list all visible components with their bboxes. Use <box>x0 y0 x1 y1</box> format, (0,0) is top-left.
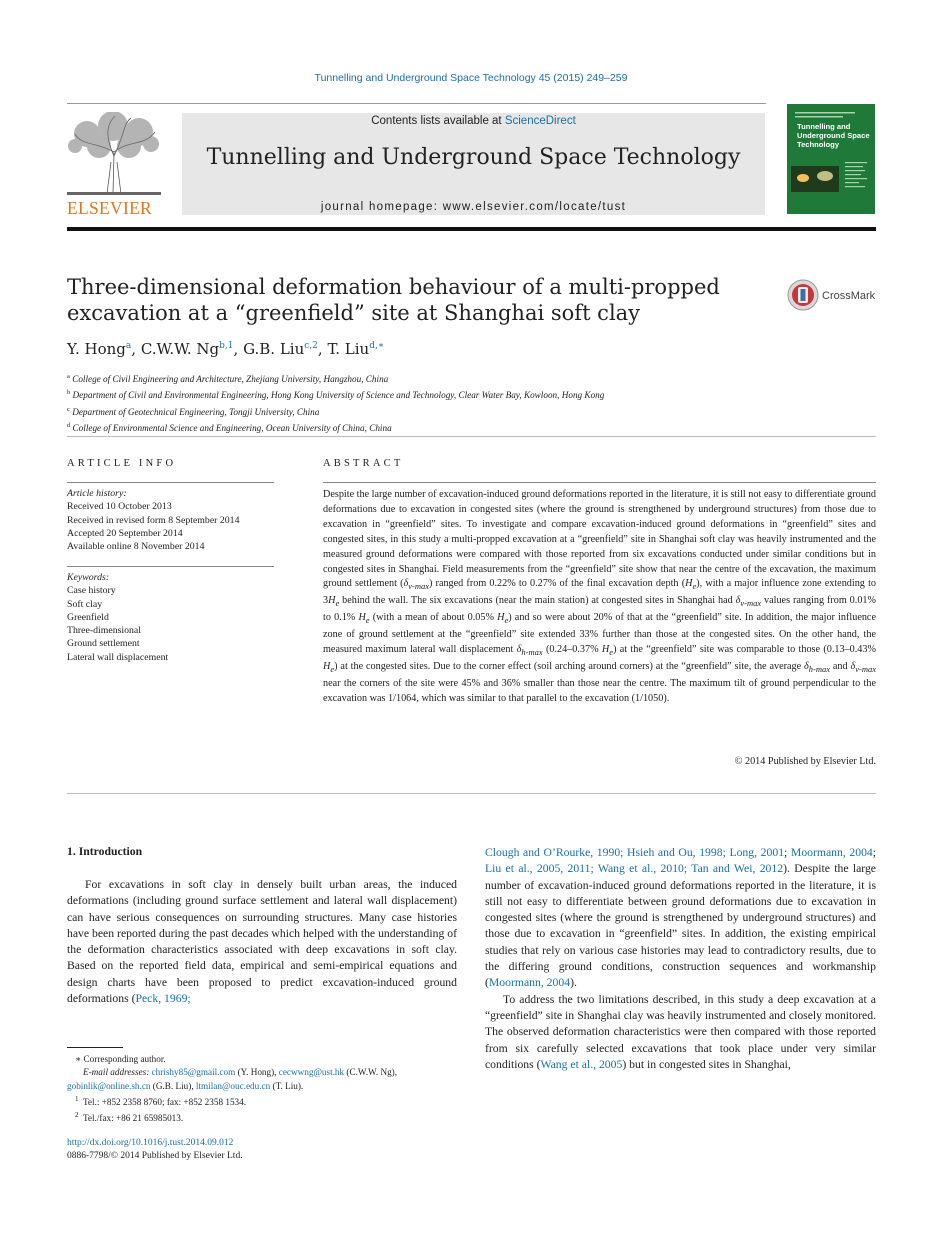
info-rule <box>67 482 274 483</box>
sciencedirect-link[interactable]: ScienceDirect <box>504 115 576 127</box>
abstract-divider <box>67 793 876 794</box>
author-1-sup[interactable]: a <box>125 341 132 351</box>
title-line-2: excavation at a “greenfield” site at Shanghai soft clay <box>67 301 641 325</box>
author-3-sup[interactable]: c,2 <box>304 341 318 351</box>
email-link[interactable]: cecwwng@ust.hk <box>278 1067 345 1078</box>
journal-title: Tunnelling and Underground Space Technology <box>206 145 741 170</box>
title-line-1: Three-dimensional deformation behaviour of a multi-propped <box>67 275 720 299</box>
keyword: Ground settlement <box>67 638 140 650</box>
ref-moormann-2004[interactable]: Moormann, 2004 <box>488 976 571 990</box>
doi-link[interactable]: http://dx.doi.org/10.1016/j.tust.2014.09.012 <box>67 1138 234 1148</box>
affiliation-d: $^d$ College of Environmental Science and Engineering, Ocean University of China, China <box>67 422 392 434</box>
header-thick-rule <box>67 227 876 231</box>
intro-left-column <box>67 877 457 1007</box>
ref-liu-wang-tan[interactable]: Liu et al., 2005, 2011; Wang et al., 2010; Tan and Wei, 2012 <box>485 862 784 876</box>
affiliation-c: $^c$ Department of Geotechnical Engineering, Tongji University, China <box>67 405 320 417</box>
intro-paragraph-1-cont: Clough and O’Rourke, 1990; Hsieh and Ou, 1998; Long, 2001; Moormann, 2004; Liu et al., 2005, 2011; Wang et al., 2010; Tan and Wei, 2012). Despite the large number of excavation-induced ground deformations reported in the literature, it is still not easy to differentiate between ground deformations due to excavation in congested sites (where the ground is strengthened by underground structures) and those due to excavation in “greenfield” sites. In addition, the existing empirical studies that rely on various case histories may lead to contradictory results, due to the differing ground conditions, construction sequences and workmanship (Moormann, 2004). <box>485 846 877 990</box>
article-title <box>67 274 767 326</box>
author-list: Y. Hong$^a$, C.W.W. Ng$^{b,1}$, G.B. Liu$^{c,2}$, T. Liu$^{d,∗}$ <box>67 340 384 358</box>
keyword: Lateral wall displacement <box>67 651 169 663</box>
author-3: G.B. Liu <box>243 340 305 358</box>
affiliation-b: $^b$ Department of Civil and Environmental Engineering, Hong Kong University of Science and Technology, Clear Water Bay, Kowloon, Hong Kong <box>67 389 605 401</box>
article-history <box>67 487 274 553</box>
doi-block <box>67 1137 243 1164</box>
history-label: Article history: <box>67 488 127 499</box>
elsevier-wordmark[interactable]: ELSEVIER <box>67 198 153 218</box>
author-2-sup[interactable]: b,1 <box>219 341 234 351</box>
footnotes <box>67 1053 457 1126</box>
abstract-heading: ABSTRACT <box>323 458 404 469</box>
ref-clough[interactable]: Clough and O’Rourke, 1990; Hsieh and Ou, 1998; Long, 2001 <box>485 846 785 859</box>
crossmark-icon <box>787 279 819 313</box>
history-accepted: Accepted 20 September 2014 <box>67 527 183 539</box>
email-link[interactable]: gobinlik@online.sh.cn <box>67 1080 151 1091</box>
history-online: Available online 8 November 2014 <box>67 541 205 553</box>
keywords <box>67 571 274 664</box>
keyword: Greenfield <box>67 611 109 623</box>
footnote-rule <box>67 1047 123 1048</box>
ref-peck[interactable]: Peck, 1969; <box>135 992 191 1006</box>
author-2: C.W.W. Ng <box>140 340 220 358</box>
intro-paragraph-1: For excavations in soft clay in densely built urban areas, the induced deformations (including ground surface settlement and lateral wall displacement) can have serious consequences on surrounding structures. Many case histories have been reported during the past decades which helped with the understanding of the deformation characteristics associated with deep excavations in soft clay. Based on the reported field data, empirical and semi-empirical equations and design charts have been proposed to predict excavation-induced ground deformations (Peck, 1969; <box>67 878 457 1006</box>
email-addresses: E-mail addresses: chrishy85@gmail.com (Y. Hong), cecwwng@ust.hk (C.W.W. Ng), gobinlik@online.sh.cn (G.B. Liu), ltmilan@ouc.edu.cn (T. Liu). <box>67 1067 398 1091</box>
intro-heading: 1. Introduction <box>67 845 143 858</box>
history-revised: Received in revised form 8 September 2014 <box>67 514 240 526</box>
author-1: Y. Hong <box>67 340 126 358</box>
abstract-text: Despite the large number of excavation-induced ground deformations reported in the literature, it is still not easy to differentiate ground deformations due to excavation in congested sites (where the ground is strengthened by underground structures) from those due to excavation in “greenfield” sites. To investigate and compare excavation-induced ground deformations in “greenfield” sites and congested sites, in this study a multi-propped excavation at a “greenfield” site in Shanghai soft clay was heavily instrumented and the measured ground deformations were compared with those reported from six excavations conducted under similar conditions but in congested sites in Shanghai. Field measurements from the “greenfield” site show that near the centre of the excavation, the maximum ground settlement $(\delta_{v-max})$ ranged from 0.22% to 0.27% of the final excavation depth $(H_e)$, with a major influence zone extending to $3H_e$ behind the wall. The six excavations (near the main station) at congested sites in Shanghai had $\delta_{v-max}$ values ranging from 0.01% to 0.1% $H_e$ (with a mean of about 0.05% $H_e$) and so were about 20% of that at the “greenfield” site. In addition, the major influence zone of ground settlement at the “greenfield” site extended 33% further than those at the congested sites. On the other hand, the measured maximum lateral wall displacement $\delta_{h-max}$ (0.24–0.37% $H_e$) at the “greenfield” site was comparable to those (0.13–0.43% $H_e$) at the congested sites. Due to the corner effect (soil arching around corners) at the “greenfield” site, the average $\delta_{h-max}$ and $\delta_{v-max}$ near the corners of the site were 45% and 36% smaller than those near the centre. The maximum tilt of ground perpendicular to the excavation was 1/1064, which was similar to that parallel to the excavation (1/1050). <box>323 489 877 704</box>
issn-line: 0886-7798/© 2014 Published by Elsevier Ltd. <box>67 1151 243 1162</box>
email-link[interactable]: chrishy85@gmail.com <box>151 1067 236 1078</box>
abstract-rule <box>323 482 876 483</box>
corresponding-author-note: ∗ Corresponding author. <box>75 1054 166 1064</box>
author-4: T. Liu <box>327 340 370 358</box>
affiliations <box>67 370 867 435</box>
cover-title: Tunnelling and Underground Space Technology <box>797 122 870 149</box>
ref-wang-2005[interactable]: Wang et al., 2005 <box>540 1057 623 1071</box>
keyword: Three-dimensional <box>67 625 141 637</box>
affiliation-a: $^a$ College of Civil Engineering and Architecture, Zhejiang University, Hangzhou, China <box>67 373 389 385</box>
journal-citation[interactable]: Tunnelling and Underground Space Technology 45 (2015) 249–259 <box>314 72 628 84</box>
crossmark-label[interactable]: CrossMark <box>822 290 876 302</box>
keywords-rule <box>67 566 274 567</box>
keyword: Soft clay <box>67 598 103 610</box>
author-4-sup[interactable]: d,∗ <box>369 341 384 351</box>
title-divider <box>67 436 876 437</box>
header-rule <box>67 103 766 104</box>
footnote-2: $^2$ Tel./fax: +86 21 65985013. <box>75 1111 184 1124</box>
keyword: Case history <box>67 585 116 597</box>
article-info-heading: ARTICLE INFO <box>67 458 177 469</box>
abstract-copyright: © 2014 Published by Elsevier Ltd. <box>734 756 876 767</box>
journal-homepage[interactable]: journal homepage: www.elsevier.com/locate/tust <box>320 201 627 213</box>
email-link[interactable]: ltmilan@ouc.edu.cn <box>195 1080 271 1091</box>
journal-cover-image[interactable] <box>787 104 875 214</box>
intro-right-column <box>485 845 876 1073</box>
contents-line <box>182 115 765 127</box>
ref-moormann[interactable]: Moormann, 2004 <box>790 846 873 859</box>
contents-prefix: Contents lists available at <box>371 115 505 127</box>
footnote-1: $^1$ Tel.: +852 2358 8760; fax: +852 2358 1534. <box>75 1094 247 1107</box>
keywords-label: Keywords: <box>67 572 110 583</box>
intro-paragraph-2: To address the two limitations described, in this study a deep excavation at a “greenfield” site in Shanghai clay was heavily instrumented and closely monitored. The observed deformation characteristics were then compared with those reported from six carefully selected excavations that took place under very similar conditions (Wang et al., 2005) but in congested sites in Shanghai, <box>485 992 876 1071</box>
history-received: Received 10 October 2013 <box>67 501 172 513</box>
